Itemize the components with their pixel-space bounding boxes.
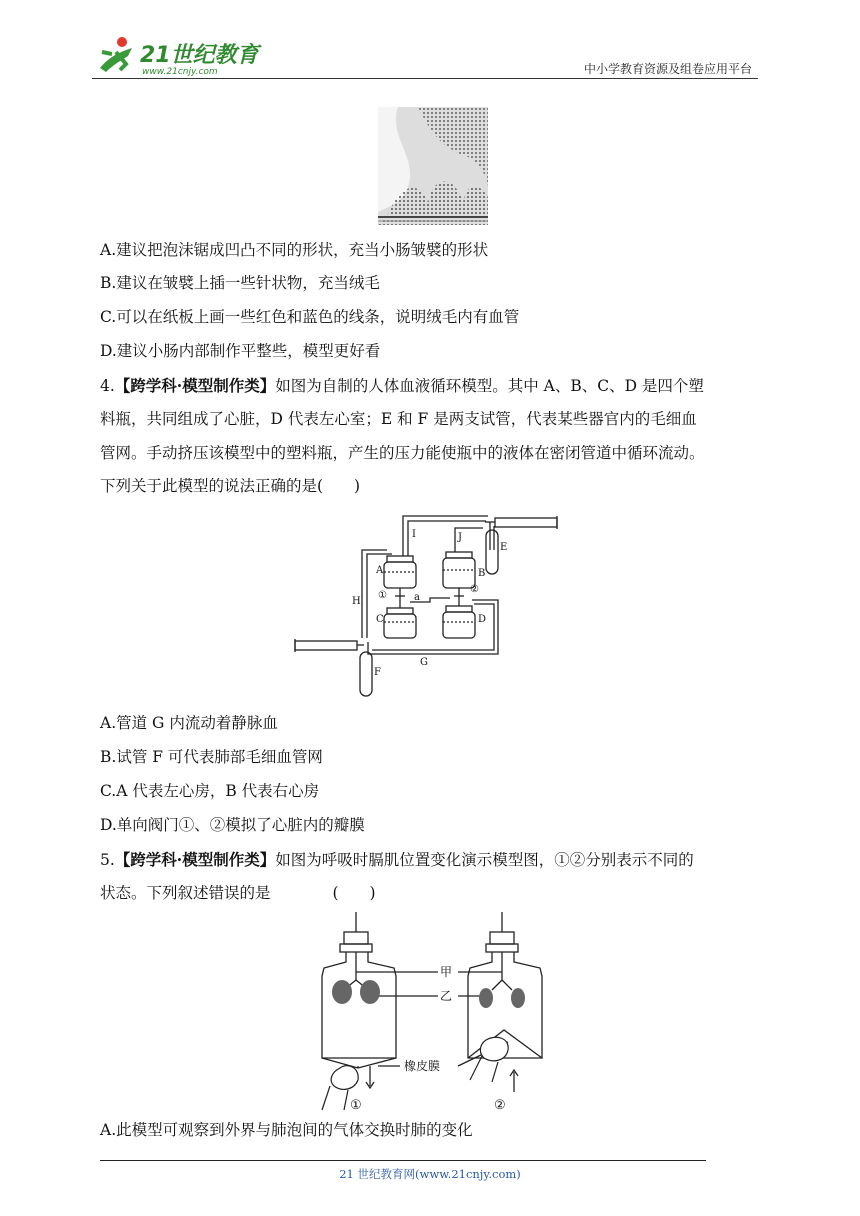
q4-option-d: D.单向阀门①、②模拟了心脏内的瓣膜 (100, 816, 365, 834)
intestine-model-figure (378, 107, 488, 225)
svg-text:A: A (376, 565, 384, 576)
q4-number: 4. (100, 377, 115, 395)
svg-text:橡皮膜: 橡皮膜 (404, 1059, 441, 1073)
svg-text:②: ② (494, 1098, 506, 1113)
svg-text:a: a (414, 592, 420, 603)
q4-option-b: B.试管 F 可代表肺部毛细血管网 (100, 748, 323, 766)
svg-text:J: J (458, 532, 463, 543)
q5-number: 5. (100, 851, 115, 869)
footer-divider (100, 1160, 706, 1161)
q4-stem-line-4: 下列关于此模型的说法正确的是( ) (100, 477, 361, 495)
q3-option-d: D.建议小肠内部制作平整些，模型更好看 (100, 342, 381, 360)
q4-tag: 【跨学科·模型制作类】 (114, 376, 276, 395)
q5-stem-line-1: 5.【跨学科·模型制作类】如图为呼吸时膈肌位置变化演示模型图，①②分别表示不同的 (100, 850, 694, 869)
svg-text:C: C (376, 614, 384, 625)
q4-stem-line-2: 料瓶，共同组成了心脏，D 代表左心室；E 和 F 是两支试管，代表某些器官内的毛细血 (100, 410, 697, 428)
q5-option-a: A.此模型可观察到外界与肺泡间的气体交换时肺的变化 (100, 1121, 473, 1139)
logo-url: www.21cnjy.com (142, 67, 218, 76)
page-header (92, 34, 758, 78)
q4-option-a: A.管道 G 内流动着静脉血 (100, 714, 278, 732)
svg-text:G: G (420, 657, 428, 668)
platform-name: 中小学教育资源及组卷应用平台 (583, 62, 752, 76)
svg-text:I: I (412, 529, 416, 540)
diaphragm-model-figure (318, 910, 546, 1115)
q3-option-a: A.建议把泡沫锯成凹凸不同的形状，充当小肠皱襞的形状 (100, 241, 489, 259)
svg-text:乙: 乙 (440, 989, 453, 1003)
q5-tag: 【跨学科·模型制作类】 (114, 850, 276, 869)
svg-text:①: ① (378, 590, 387, 601)
q3-option-c: C.可以在纸板上画一些红色和蓝色的线条，说明绒毛内有血管 (100, 308, 520, 326)
svg-text:F: F (374, 667, 381, 678)
header-divider (92, 78, 758, 79)
svg-text:D: D (478, 614, 487, 625)
svg-text:H: H (352, 596, 361, 607)
svg-text:②: ② (470, 584, 479, 595)
q4-option-c: C.A 代表左心房，B 代表右心房 (100, 782, 320, 800)
q4-stem-line-1: 4.【跨学科·模型制作类】如图为自制的人体血液循环模型。其中 A、B、C、D 是四个塑 (100, 376, 704, 395)
svg-text:B: B (478, 568, 486, 579)
q4-stem-line-3: 管网。手动挤压该模型中的塑料瓶，产生的压力能使瓶中的液体在密闭管道中循环流动。 (100, 444, 705, 462)
logo-icon (92, 34, 272, 76)
svg-text:①: ① (350, 1098, 362, 1113)
q5-stem-line-2: 状态。下列叙述错误的是 ( ) (100, 884, 376, 902)
svg-text:E: E (500, 542, 508, 553)
footer-text: 21 世纪教育网(www.21cnjy.com) (339, 1167, 521, 1181)
svg-text:甲: 甲 (440, 965, 453, 979)
q3-option-b: B.建议在皱襞上插一些针状物，充当绒毛 (100, 274, 380, 292)
circulation-model-figure (290, 510, 580, 700)
logo-text: 21世纪教育 (140, 43, 259, 68)
